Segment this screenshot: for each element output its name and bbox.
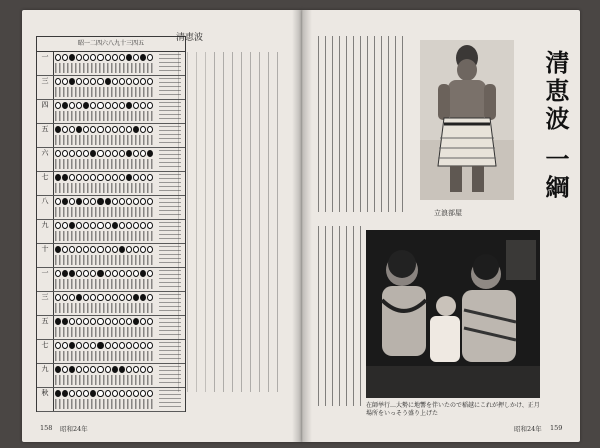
win-marker — [76, 390, 82, 397]
win-marker — [83, 126, 89, 133]
win-marker — [69, 390, 75, 397]
win-marker — [140, 102, 146, 109]
win-marker — [62, 150, 68, 157]
win-marker — [126, 390, 132, 397]
loss-marker — [55, 246, 61, 253]
opponent-names — [55, 375, 153, 385]
win-marker — [62, 222, 68, 229]
win-marker — [105, 174, 111, 181]
right-folio-number: 159 — [550, 424, 563, 432]
win-marker — [147, 342, 153, 349]
win-marker — [83, 198, 89, 205]
win-marker — [97, 366, 103, 373]
win-marker — [105, 222, 111, 229]
win-marker — [83, 366, 89, 373]
row-label: 十 — [41, 245, 49, 253]
portrait-photo — [420, 40, 514, 200]
win-marker — [90, 54, 96, 61]
opponent-names — [55, 231, 153, 241]
bout-result-dots — [55, 246, 153, 254]
win-marker — [97, 222, 103, 229]
win-marker — [90, 78, 96, 85]
win-marker — [55, 54, 61, 61]
win-marker — [105, 150, 111, 157]
loss-marker — [55, 174, 61, 181]
win-marker — [105, 54, 111, 61]
win-marker — [147, 102, 153, 109]
win-marker — [140, 150, 146, 157]
page-title: 清恵波 一綱 — [541, 50, 570, 203]
win-marker — [83, 390, 89, 397]
win-marker — [83, 222, 89, 229]
win-marker — [112, 390, 118, 397]
table-row — [37, 387, 185, 412]
win-marker — [62, 78, 68, 85]
row-label: 一 — [41, 53, 49, 61]
loss-marker — [97, 342, 103, 349]
win-marker — [69, 294, 75, 301]
win-marker — [119, 54, 125, 61]
win-marker — [112, 150, 118, 157]
table-row — [37, 219, 185, 244]
loss-marker — [133, 318, 139, 325]
win-marker — [133, 150, 139, 157]
win-marker — [126, 126, 132, 133]
win-marker — [147, 246, 153, 253]
record-table — [36, 36, 186, 412]
win-marker — [62, 366, 68, 373]
win-marker — [90, 222, 96, 229]
win-marker — [90, 270, 96, 277]
win-marker — [147, 390, 153, 397]
win-marker — [119, 294, 125, 301]
win-marker — [147, 270, 153, 277]
win-marker — [119, 270, 125, 277]
win-marker — [119, 318, 125, 325]
win-marker — [119, 342, 125, 349]
win-marker — [83, 78, 89, 85]
bout-result-dots — [55, 366, 153, 374]
win-marker — [140, 126, 146, 133]
win-marker — [133, 198, 139, 205]
win-marker — [105, 366, 111, 373]
win-marker — [133, 390, 139, 397]
win-marker — [69, 246, 75, 253]
opponent-names — [55, 279, 153, 289]
bout-result-dots — [55, 150, 153, 158]
win-marker — [55, 270, 61, 277]
row-label: 一 — [41, 269, 49, 277]
left-folio-number: 158 — [40, 424, 53, 432]
table-row — [37, 195, 185, 220]
win-marker — [119, 126, 125, 133]
win-marker — [55, 222, 61, 229]
win-marker — [62, 126, 68, 133]
win-marker — [112, 78, 118, 85]
table-row — [37, 123, 185, 148]
win-marker — [119, 102, 125, 109]
loss-marker — [126, 102, 132, 109]
left-page-text-columns-2 — [178, 52, 208, 392]
loss-marker — [112, 366, 118, 373]
win-marker — [140, 318, 146, 325]
win-marker — [76, 246, 82, 253]
bout-result-dots — [55, 54, 153, 62]
win-marker — [76, 78, 82, 85]
win-marker — [105, 126, 111, 133]
loss-marker — [69, 342, 75, 349]
win-marker — [90, 246, 96, 253]
win-marker — [140, 198, 146, 205]
win-marker — [126, 78, 132, 85]
bout-result-dots — [55, 318, 153, 326]
loss-marker — [76, 294, 82, 301]
win-marker — [133, 246, 139, 253]
win-marker — [147, 126, 153, 133]
opponent-names — [55, 399, 153, 409]
loss-marker — [62, 270, 68, 277]
loss-marker — [62, 174, 68, 181]
bout-result-dots — [55, 222, 153, 230]
win-marker — [105, 246, 111, 253]
loss-marker — [76, 126, 82, 133]
loss-marker — [76, 198, 82, 205]
loss-marker — [133, 126, 139, 133]
win-marker — [105, 294, 111, 301]
body-text-block — [318, 36, 404, 212]
body-text-block-lower — [318, 226, 362, 406]
loss-marker — [69, 366, 75, 373]
table-row — [37, 243, 185, 268]
win-marker — [105, 270, 111, 277]
loss-marker — [55, 390, 61, 397]
loss-marker — [62, 390, 68, 397]
row-label: 七 — [41, 173, 49, 181]
win-marker — [126, 318, 132, 325]
win-marker — [76, 342, 82, 349]
win-marker — [112, 198, 118, 205]
win-marker — [126, 342, 132, 349]
loss-marker — [62, 198, 68, 205]
win-marker — [112, 54, 118, 61]
loss-marker — [55, 126, 61, 133]
loss-marker — [83, 102, 89, 109]
win-marker — [55, 150, 61, 157]
win-marker — [126, 222, 132, 229]
wrestler-figure — [420, 40, 514, 200]
win-marker — [126, 246, 132, 253]
win-marker — [140, 342, 146, 349]
row-label: 七 — [41, 341, 49, 349]
win-marker — [83, 342, 89, 349]
loss-marker — [105, 198, 111, 205]
win-marker — [76, 102, 82, 109]
win-marker — [140, 246, 146, 253]
win-marker — [62, 246, 68, 253]
book-gutter — [292, 10, 312, 442]
table-row — [37, 339, 185, 364]
win-marker — [76, 222, 82, 229]
win-marker — [147, 78, 153, 85]
loss-marker — [90, 390, 96, 397]
opponent-names — [55, 207, 153, 217]
win-marker — [140, 366, 146, 373]
bout-result-dots — [55, 78, 153, 86]
win-marker — [97, 318, 103, 325]
loss-marker — [140, 294, 146, 301]
table-row — [37, 147, 185, 172]
win-marker — [147, 294, 153, 301]
loss-marker — [90, 150, 96, 157]
win-marker — [126, 270, 132, 277]
win-marker — [112, 270, 118, 277]
win-marker — [90, 198, 96, 205]
win-marker — [119, 174, 125, 181]
win-marker — [83, 54, 89, 61]
loss-marker — [97, 198, 103, 205]
win-marker — [147, 174, 153, 181]
opponent-names — [55, 255, 153, 265]
win-marker — [76, 318, 82, 325]
win-marker — [119, 222, 125, 229]
bout-result-dots — [55, 294, 153, 302]
win-marker — [55, 78, 61, 85]
win-marker — [90, 366, 96, 373]
portrait-caption: 立浪部屋 — [434, 209, 462, 217]
win-marker — [55, 102, 61, 109]
loss-marker — [140, 270, 146, 277]
loss-marker — [105, 78, 111, 85]
win-marker — [90, 174, 96, 181]
win-marker — [76, 270, 82, 277]
win-marker — [105, 390, 111, 397]
win-marker — [55, 342, 61, 349]
bout-result-dots — [55, 126, 153, 134]
win-marker — [133, 222, 139, 229]
win-marker — [112, 174, 118, 181]
win-marker — [83, 294, 89, 301]
win-marker — [133, 54, 139, 61]
win-marker — [69, 102, 75, 109]
win-marker — [97, 294, 103, 301]
win-marker — [83, 270, 89, 277]
win-marker — [69, 150, 75, 157]
win-marker — [133, 174, 139, 181]
loss-marker — [126, 54, 132, 61]
opponent-names — [55, 303, 153, 313]
event-photo — [366, 230, 540, 398]
left-page-text-columns — [214, 52, 280, 392]
win-marker — [76, 366, 82, 373]
loss-marker — [69, 54, 75, 61]
win-marker — [90, 126, 96, 133]
win-marker — [119, 390, 125, 397]
row-label: 五 — [41, 125, 49, 133]
win-marker — [97, 390, 103, 397]
win-marker — [76, 150, 82, 157]
score-column — [159, 390, 181, 408]
win-marker — [97, 126, 103, 133]
row-label: 四 — [41, 101, 49, 109]
left-folio-label: 昭和24年 — [60, 425, 88, 433]
win-marker — [62, 54, 68, 61]
bout-result-dots — [55, 198, 153, 206]
win-marker — [76, 54, 82, 61]
win-marker — [83, 246, 89, 253]
row-label: 九 — [41, 365, 49, 373]
bout-result-dots — [55, 174, 153, 182]
loss-marker — [69, 270, 75, 277]
opponent-names — [55, 351, 153, 361]
opponent-names — [55, 87, 153, 97]
row-label: 六 — [41, 149, 49, 157]
opponent-names — [55, 159, 153, 169]
win-marker — [69, 198, 75, 205]
win-marker — [90, 294, 96, 301]
win-marker — [105, 318, 111, 325]
win-marker — [90, 342, 96, 349]
win-marker — [112, 246, 118, 253]
win-marker — [133, 78, 139, 85]
loss-marker — [133, 294, 139, 301]
loss-marker — [55, 366, 61, 373]
bout-result-dots — [55, 102, 153, 110]
win-marker — [147, 222, 153, 229]
win-marker — [140, 78, 146, 85]
win-marker — [83, 174, 89, 181]
win-marker — [105, 102, 111, 109]
win-marker — [112, 126, 118, 133]
table-row — [37, 51, 185, 76]
win-marker — [112, 318, 118, 325]
win-marker — [140, 390, 146, 397]
opponent-names — [55, 327, 153, 337]
opponent-names — [55, 111, 153, 121]
win-marker — [97, 78, 103, 85]
opponent-names — [55, 135, 153, 145]
win-marker — [62, 342, 68, 349]
loss-marker — [69, 222, 75, 229]
loss-marker — [55, 318, 61, 325]
table-row — [37, 75, 185, 100]
loss-marker — [62, 318, 68, 325]
loss-marker — [97, 270, 103, 277]
table-row — [37, 291, 185, 316]
right-folio-label: 昭和24年 — [514, 425, 542, 433]
win-marker — [119, 78, 125, 85]
win-marker — [140, 222, 146, 229]
loss-marker — [112, 222, 118, 229]
row-label: 秋 — [41, 389, 49, 397]
loss-marker — [147, 150, 153, 157]
win-marker — [112, 342, 118, 349]
win-marker — [126, 366, 132, 373]
win-marker — [133, 102, 139, 109]
loss-marker — [126, 174, 132, 181]
table-row — [37, 363, 185, 388]
win-marker — [97, 174, 103, 181]
win-marker — [140, 174, 146, 181]
row-label: 八 — [41, 197, 49, 205]
row-label: 五 — [41, 317, 49, 325]
win-marker — [147, 198, 153, 205]
table-row — [37, 171, 185, 196]
opponent-names — [55, 63, 153, 73]
win-marker — [133, 366, 139, 373]
win-marker — [69, 318, 75, 325]
loss-marker — [119, 366, 125, 373]
win-marker — [112, 294, 118, 301]
win-marker — [55, 294, 61, 301]
win-marker — [126, 294, 132, 301]
loss-marker — [140, 54, 146, 61]
loss-marker — [126, 150, 132, 157]
win-marker — [112, 102, 118, 109]
bout-result-dots — [55, 390, 153, 398]
win-marker — [147, 366, 153, 373]
win-marker — [90, 102, 96, 109]
left-section-label: 清恵波 — [176, 33, 204, 43]
table-row — [37, 267, 185, 292]
table-row — [37, 99, 185, 124]
event-photo-scene — [366, 230, 540, 398]
win-marker — [147, 318, 153, 325]
row-label: 三 — [41, 77, 49, 85]
win-marker — [55, 198, 61, 205]
row-label: 九 — [41, 221, 49, 229]
win-marker — [105, 342, 111, 349]
win-marker — [97, 246, 103, 253]
row-label: 三 — [41, 293, 49, 301]
win-marker — [69, 126, 75, 133]
loss-marker — [69, 78, 75, 85]
win-marker — [62, 294, 68, 301]
win-marker — [69, 174, 75, 181]
win-marker — [126, 198, 132, 205]
event-photo-caption: 在師挙行…大勢に地響を伴いたので稲越にこれが押しかけ、正月場所をいっそう盛り上げた — [366, 402, 540, 417]
win-marker — [97, 54, 103, 61]
win-marker — [97, 150, 103, 157]
win-marker — [83, 150, 89, 157]
win-marker — [133, 342, 139, 349]
bout-result-dots — [55, 270, 153, 278]
win-marker — [119, 198, 125, 205]
win-marker — [133, 270, 139, 277]
win-marker — [147, 54, 153, 61]
record-table-header: 昭一二四六八九十三四五 — [37, 37, 185, 52]
win-marker — [119, 150, 125, 157]
table-row — [37, 315, 185, 340]
win-marker — [83, 318, 89, 325]
bout-result-dots — [55, 342, 153, 350]
win-marker — [97, 102, 103, 109]
win-marker — [76, 174, 82, 181]
loss-marker — [119, 246, 125, 253]
opponent-names — [55, 183, 153, 193]
loss-marker — [62, 102, 68, 109]
win-marker — [90, 318, 96, 325]
